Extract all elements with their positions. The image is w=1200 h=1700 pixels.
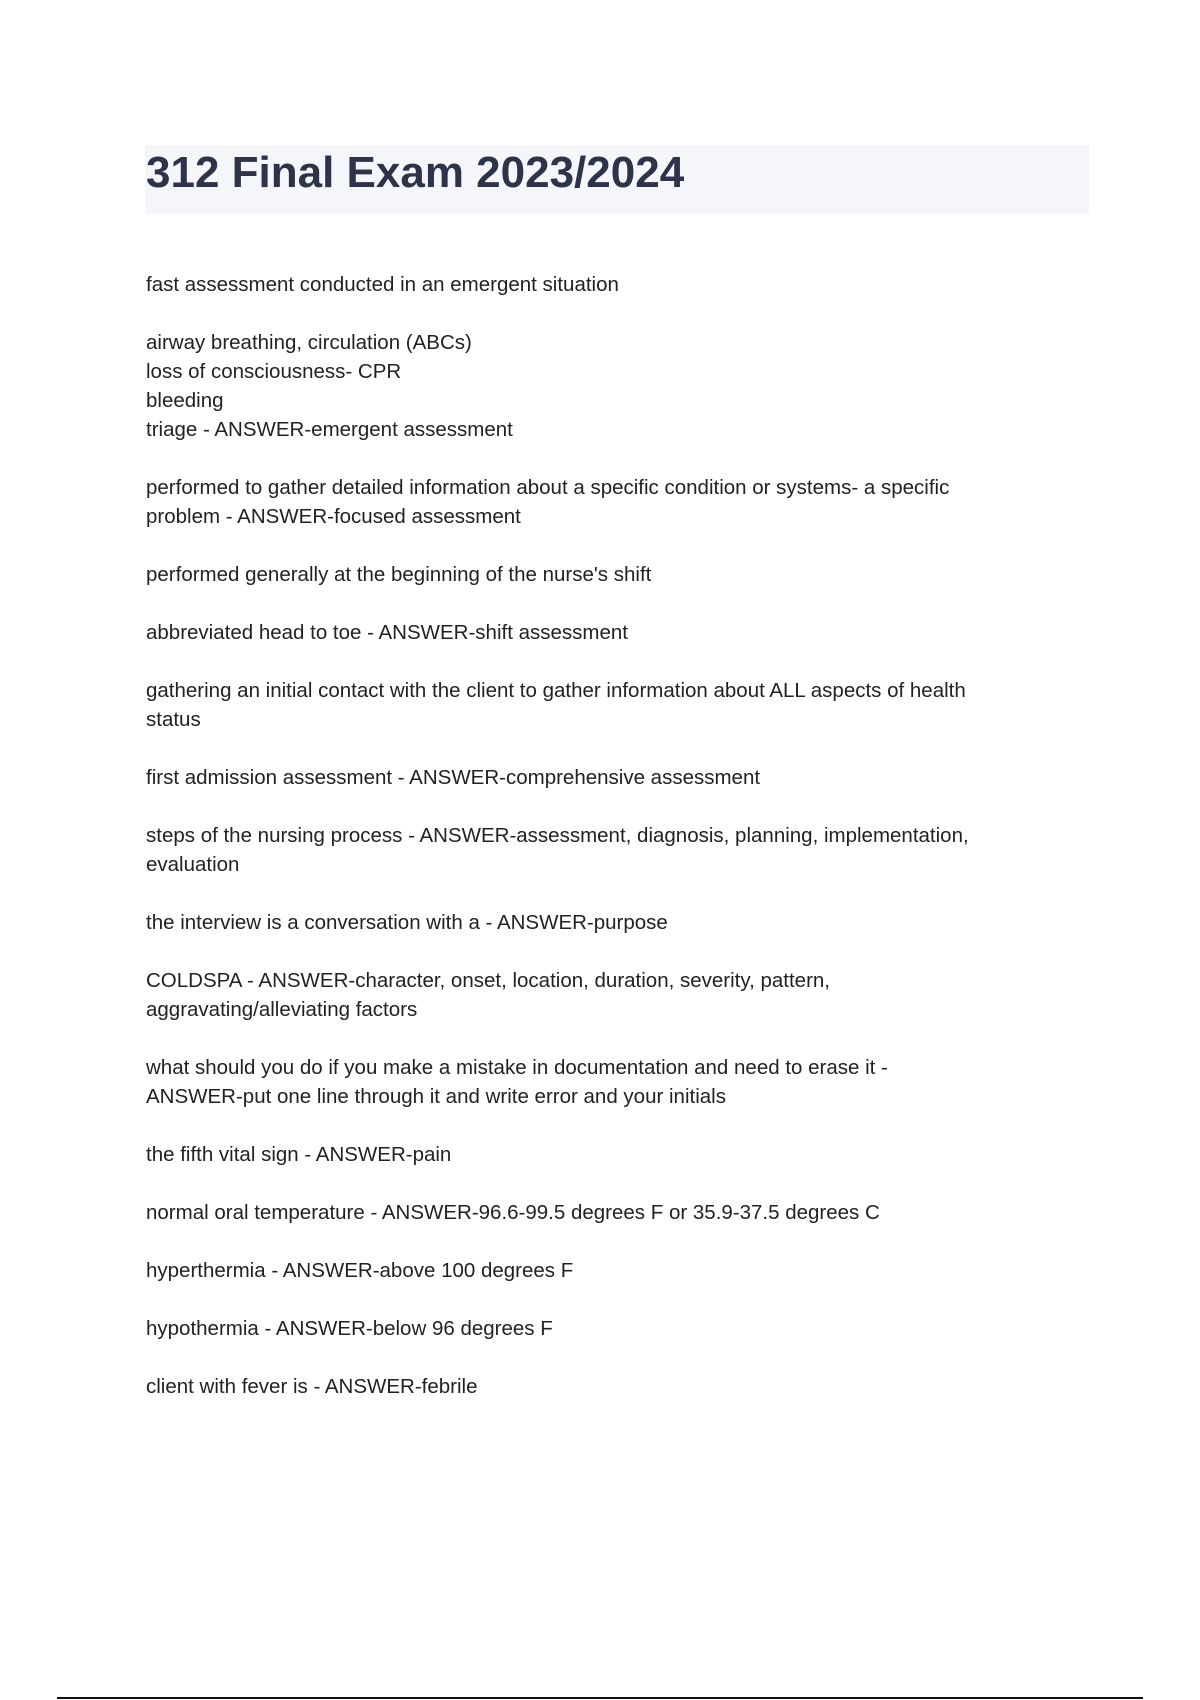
- text-block: [146, 618, 1076, 647]
- text-line: abbreviated head to toe - ANSWER-shift assessment: [146, 621, 628, 644]
- text-block: [146, 328, 1076, 444]
- text-line: problem - ANSWER-focused assessment: [146, 505, 521, 528]
- text-block: [146, 1372, 1076, 1401]
- text-line: normal oral temperature - ANSWER-96.6-99.5 degrees F or 35.9-37.5 degrees C: [146, 1201, 880, 1224]
- text-line: first admission assessment - ANSWER-comprehensive assessment: [146, 766, 761, 789]
- text-line: steps of the nursing process - ANSWER-assessment, diagnosis, planning, implementation,: [146, 824, 969, 847]
- text-block: [146, 270, 1076, 299]
- text-line: triage - ANSWER-emergent assessment: [146, 418, 513, 441]
- footer-divider: [57, 1697, 1143, 1699]
- text-line: airway breathing, circulation (ABCs): [146, 331, 472, 354]
- text-block: [146, 966, 1076, 1024]
- document-body: [146, 270, 1076, 1430]
- text-block: [146, 908, 1076, 937]
- text-line: COLDSPA - ANSWER-character, onset, location, duration, severity, pattern,: [146, 969, 831, 992]
- text-line: the interview is a conversation with a - ANSWER-purpose: [146, 911, 668, 934]
- text-line: loss of consciousness- CPR: [146, 360, 402, 383]
- text-line: client with fever is - ANSWER-febrile: [146, 1375, 478, 1398]
- text-line: fast assessment conducted in an emergent situation: [146, 273, 619, 296]
- text-line: hyperthermia - ANSWER-above 100 degrees F: [146, 1259, 574, 1282]
- text-line: performed generally at the beginning of the nurse's shift: [146, 563, 652, 586]
- text-block: [146, 1256, 1076, 1285]
- text-line: performed to gather detailed information about a specific condition or systems- a specific: [146, 476, 950, 499]
- text-line: bleeding: [146, 389, 224, 412]
- text-block: [146, 676, 1076, 734]
- text-line: aggravating/alleviating factors: [146, 998, 418, 1021]
- text-block: [146, 560, 1076, 589]
- text-line: hypothermia - ANSWER-below 96 degrees F: [146, 1317, 553, 1340]
- text-block: [146, 821, 1076, 879]
- text-block: [146, 473, 1076, 531]
- text-block: [146, 1198, 1076, 1227]
- text-line: evaluation: [146, 853, 240, 876]
- text-block: [146, 1053, 1076, 1111]
- text-line: ANSWER-put one line through it and write error and your initials: [146, 1085, 726, 1108]
- text-line: gathering an initial contact with the client to gather information about ALL aspects of health: [146, 679, 966, 702]
- text-block: [146, 1140, 1076, 1169]
- text-block: [146, 1314, 1076, 1343]
- text-line: what should you do if you make a mistake in documentation and need to erase it -: [146, 1056, 888, 1079]
- text-line: the fifth vital sign - ANSWER-pain: [146, 1143, 452, 1166]
- page-title: 312 Final Exam 2023/2024: [146, 148, 685, 197]
- text-block: [146, 763, 1076, 792]
- text-line: status: [146, 708, 201, 731]
